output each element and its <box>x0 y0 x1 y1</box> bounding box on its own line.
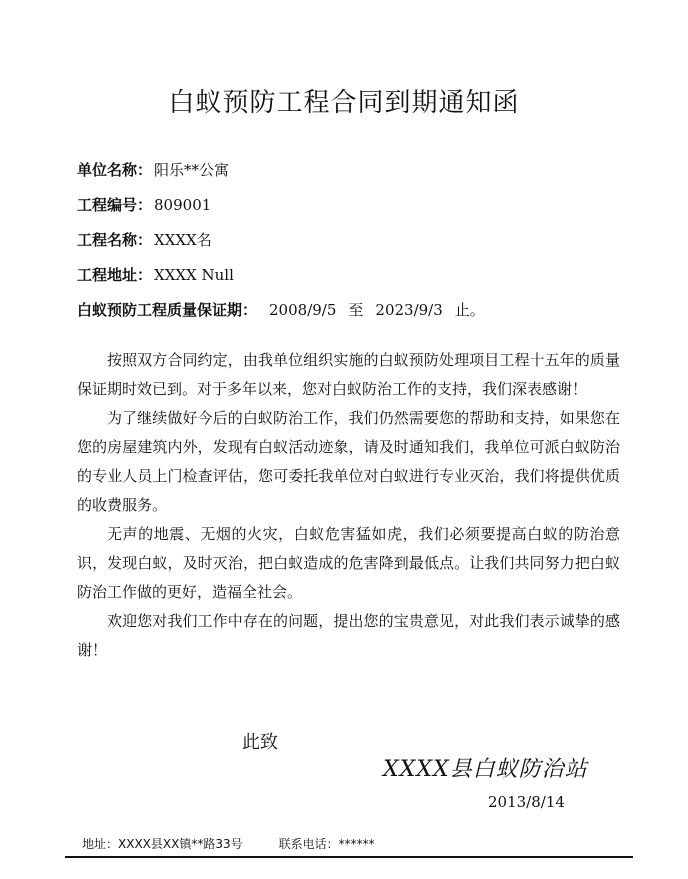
field-label: 工程名称： <box>77 231 153 249</box>
warranty-to: 至 <box>348 301 364 319</box>
warranty-suffix: 止。 <box>454 301 485 319</box>
field-project-number <box>77 194 211 215</box>
field-label: 工程地址： <box>77 266 153 284</box>
paragraph: 欢迎您对我们工作中存在的问题，提出您的宝贵意见，对此我们表示诚挚的感谢！ <box>77 612 620 659</box>
field-value: XXXX Null <box>154 266 234 284</box>
warranty-start: 2008/9/5 <box>269 301 337 319</box>
field-value: 809001 <box>154 196 212 214</box>
signature: XXXX县白蚁防治站 <box>383 757 588 782</box>
paragraph: 按照双方合同约定，由我单位组织实施的白蚁预防处理项目工程十五年的质量保证期时效已到。对于多年以来，您对白蚁防治工作的支持，我们深表感谢！ <box>77 351 620 398</box>
field-project-name <box>77 229 212 250</box>
field-unit-name <box>77 159 229 180</box>
paragraph: 无声的地震、无烟的火灾，白蚁危害猛如虎，我们必须要提高白蚁的防治意识，发现白蚁，及时灭治，把白蚁造成的危害降到最低点。让我们共同努力把白蚁防治工作做的更好，造福全社会。 <box>77 525 620 601</box>
document-title: 白蚁预防工程合同到期通知函 <box>168 88 520 118</box>
footer-address: 地址：XXXX县XX镇**路33号 <box>82 837 243 851</box>
field-project-address <box>77 264 234 285</box>
field-label: 单位名称： <box>77 161 153 179</box>
footer-divider <box>65 856 633 858</box>
field-label: 工程编号： <box>77 196 153 214</box>
letter-body <box>77 346 620 665</box>
closing-salutation: 此致 <box>242 732 278 753</box>
footer-phone: 联系电话：****** <box>278 837 375 851</box>
field-value: XXXX名 <box>154 231 212 249</box>
issue-date: 2013/8/14 <box>488 793 565 811</box>
field-value: 阳乐**公寓 <box>154 161 230 179</box>
paragraph: 为了继续做好今后的白蚁防治工作，我们仍然需要您的帮助和支持，如果您在您的房屋建筑内外，发现有白蚁活动迹象，请及时通知我们，我单位可派白蚁防治的专业人员上门检查评估，您可委托我单位对白蚁进行专业灭治，我们将提供优质的收费服务。 <box>77 409 620 514</box>
warranty-end: 2023/9/3 <box>375 301 443 319</box>
footer <box>82 835 375 852</box>
warranty-period <box>77 299 485 320</box>
warranty-label: 白蚁预防工程质量保证期： <box>77 301 258 319</box>
